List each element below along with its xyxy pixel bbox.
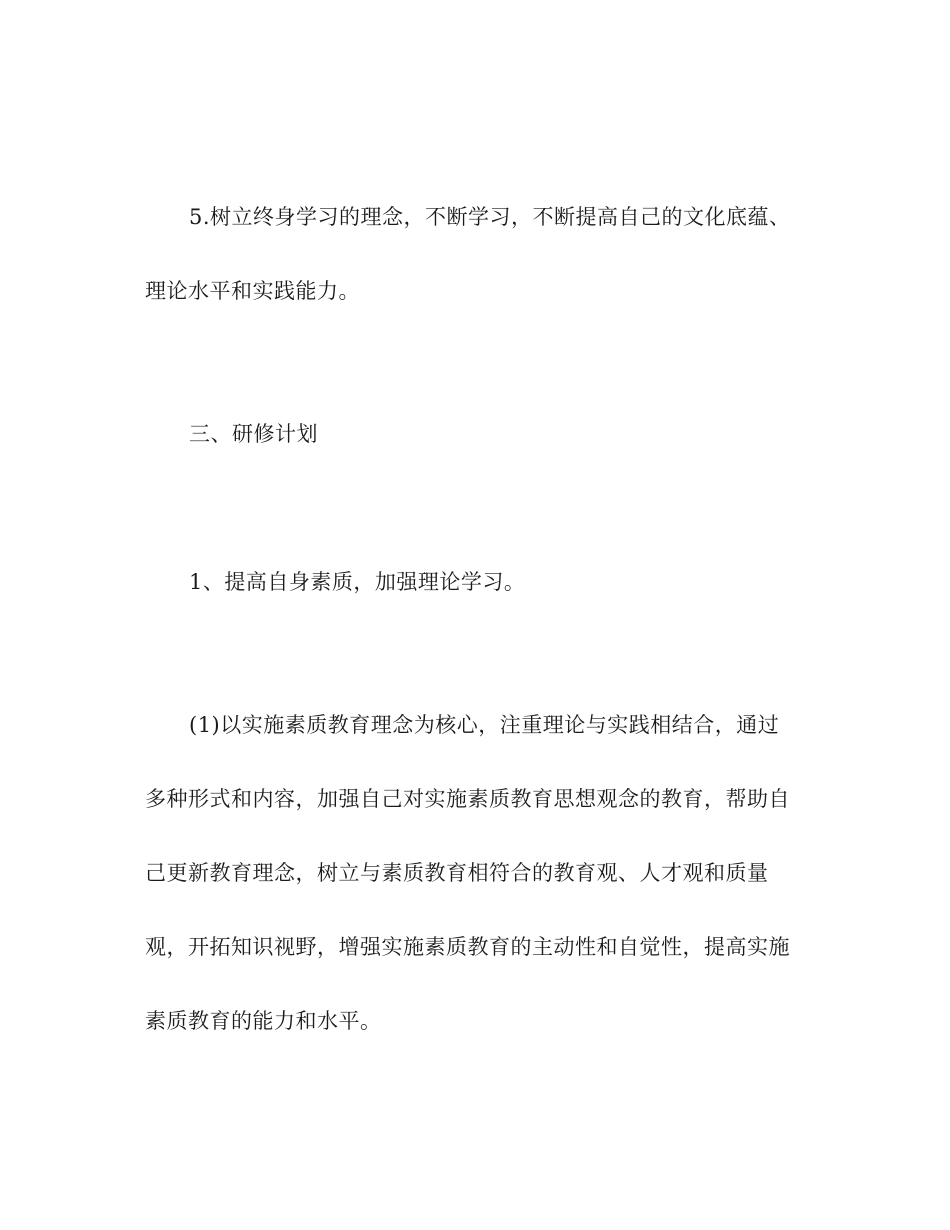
item-improve-quality [145,545,805,619]
paragraph-line: 理论水平和实践能力。 [145,279,360,303]
paragraph-line: 己更新教育理念，树立与素质教育相符合的教育观、人才观和质量 [145,861,769,885]
paragraph-line: 5.树立终身学习的理念，不断学习，不断提高自己的文化底蕴、 [189,205,791,229]
paragraph-line: (1)以实施素质教育理念为核心，注重理论与实践相结合，通过 [189,713,780,737]
paragraph-lifelong-learning [145,180,805,328]
section-heading-text: 三、研修计划 [189,422,318,446]
paragraph-line: 多种形式和内容，加强自己对实施素质教育思想观念的教育，帮助自 [145,787,790,811]
paragraph-line: 素质教育的能力和水平。 [145,1009,382,1033]
paragraph-quality-education [145,688,805,1058]
item-text: 1、提高自身素质，加强理论学习。 [189,570,526,594]
section-heading-study-plan [145,397,805,471]
paragraph-line: 观，开拓知识视野，增强实施素质教育的主动性和自觉性，提高实施 [145,935,790,959]
